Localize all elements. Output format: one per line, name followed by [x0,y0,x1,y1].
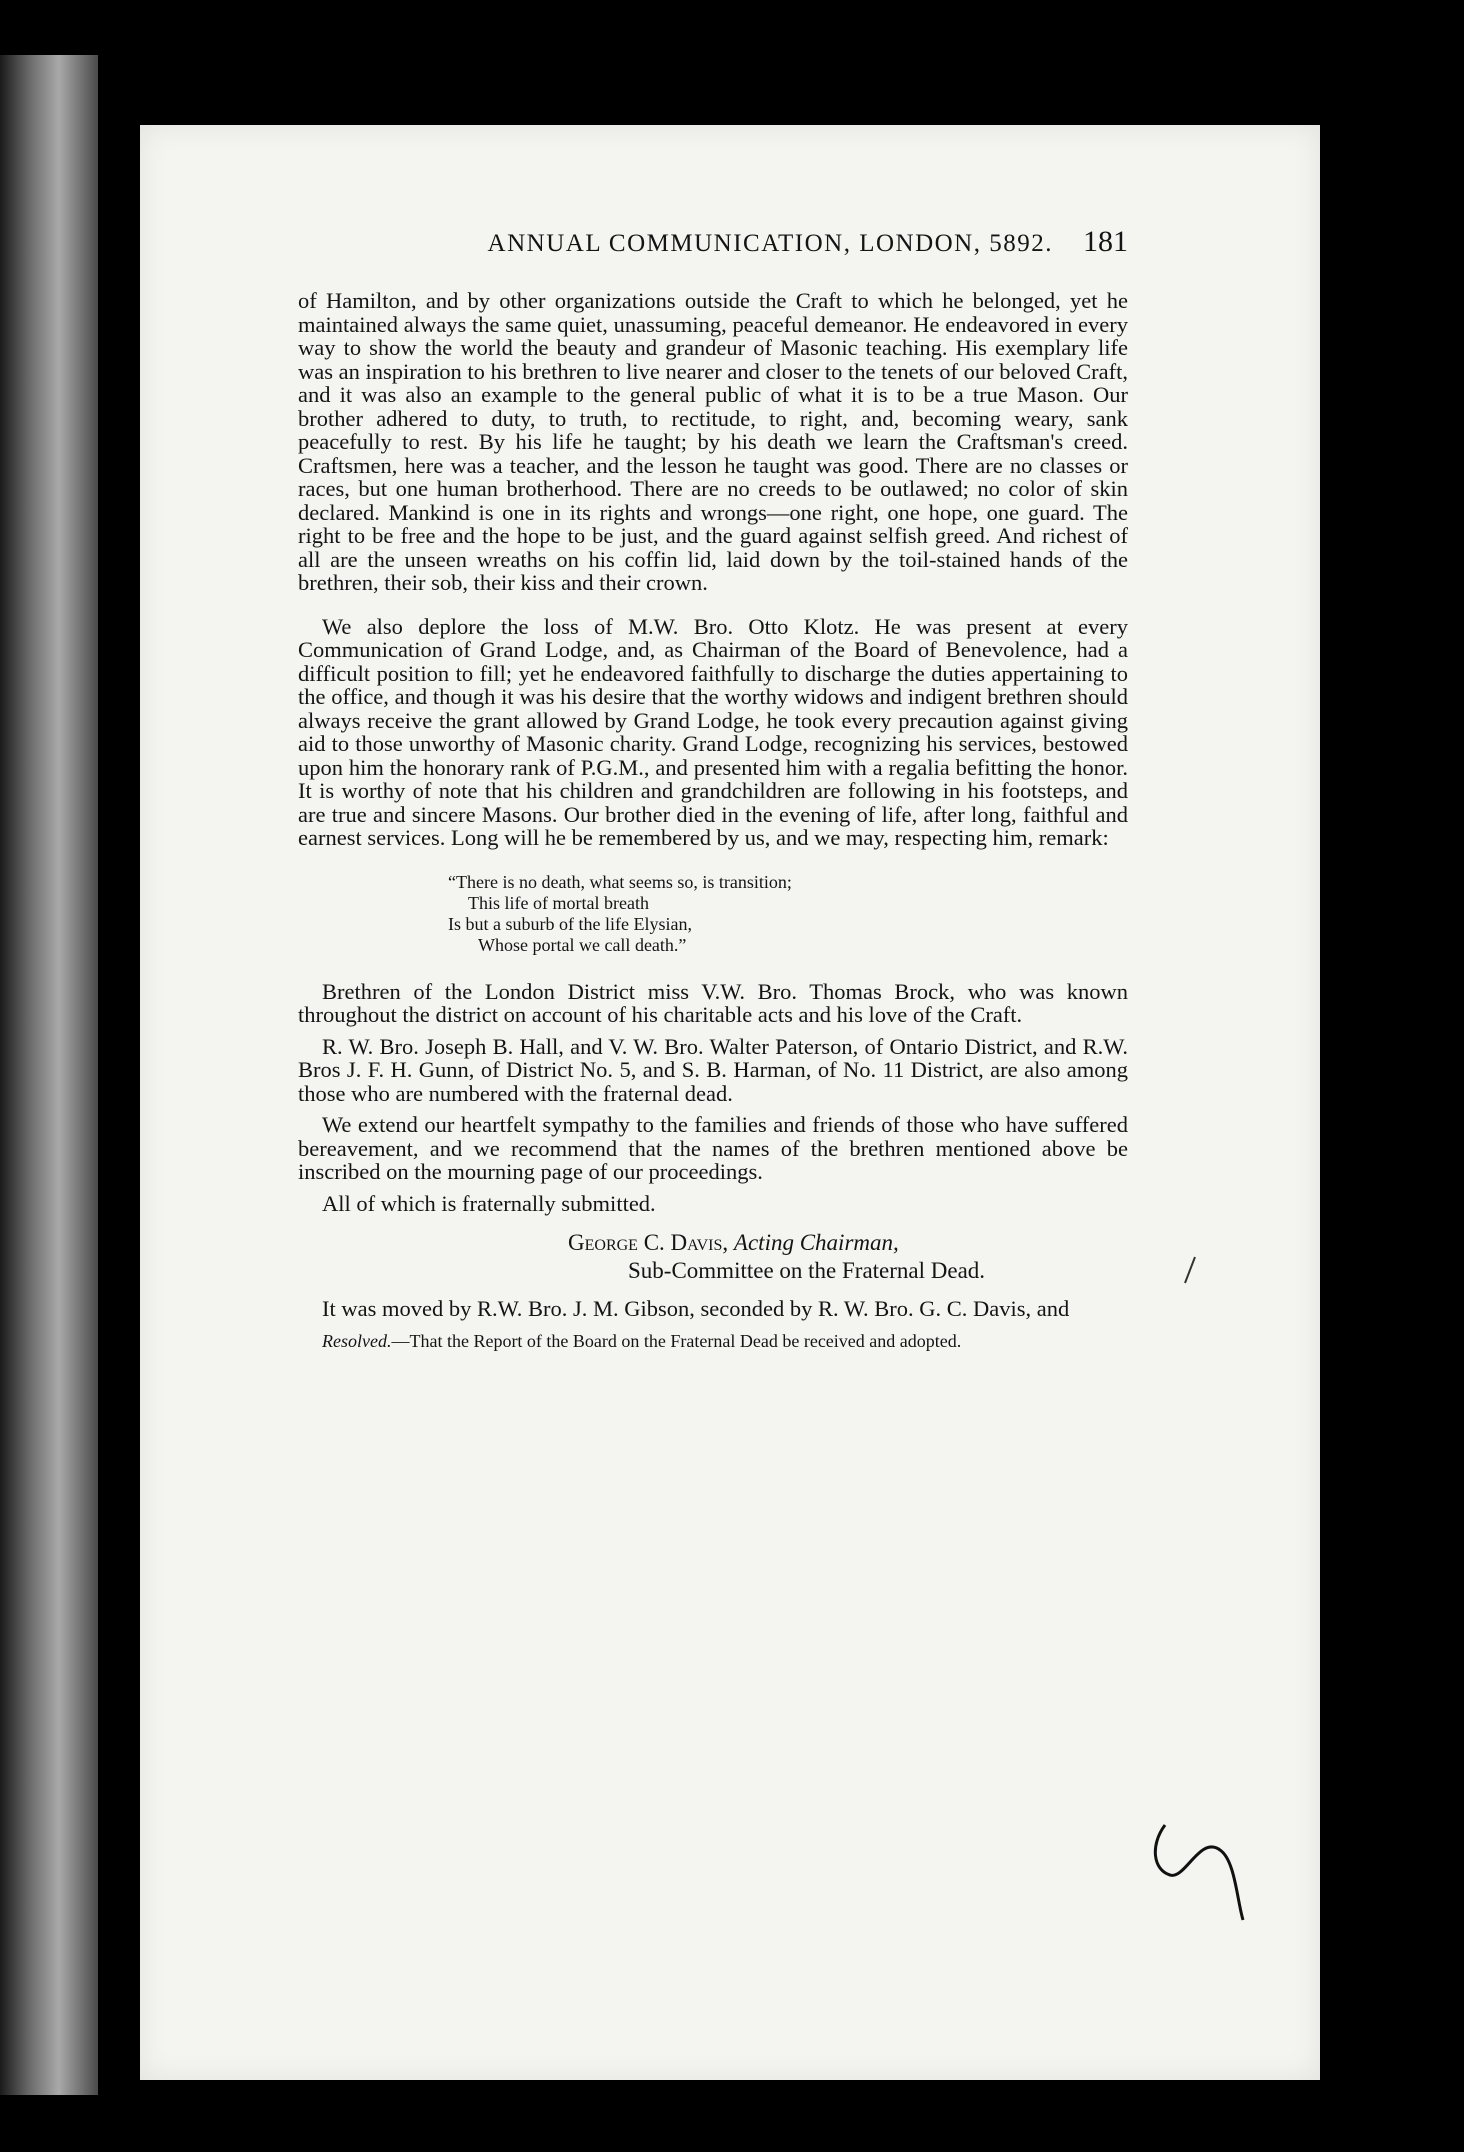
paragraph: Brethren of the London District miss V.W. Bro. Thomas Brock, who was known throughout the district on account of his charitable acts and his love of the Craft. [298,978,1128,1027]
resolution-lead: Resolved. [322,1330,392,1351]
book-page [140,125,1320,2080]
paragraph: of Hamilton, and by other organizations outside the Craft to which he belonged, yet he maintained always the same quiet, unassuming, peaceful demeanor. He endeavored in every way to show the world the beauty and grandeur of Masonic teaching. His exemplary life was an inspiration to his brethren to live nearer and closer to the tenets of our beloved Craft, and it was also an example to the general public of what it is to be a true Mason. Our brother adhered to duty, to truth, to rectitude, to right, and, becoming weary, sank peacefully to rest. By his life he taught; by his death we learn the Craftsman's creed. Craftsmen, here was a teacher, and the lesson he taught was good. There are no classes or races, but one human brotherhood. There are no creeds to be outlawed; no color of skin declared. Mankind is one in its rights and wrongs—one right, one hope, one guard. The right to be free and the hope to be just, and the guard against selfish greed. And richest of all are the unseen wreaths on his coffin lid, laid down by the toil-stained hands of the brethren, their sob, their kiss and their crown. [298,288,1128,595]
verse-line: Is but a suburb of the life Elysian, [448,913,692,934]
running-title: ANNUAL COMMUNICATION, LONDON, 5892. [487,230,1053,257]
motion-paragraph: It was moved by R.W. Bro. J. M. Gibson, seconded by R. W. Bro. G. C. Davis, and [322,1296,1070,1321]
page-text-block [298,225,1128,1369]
verse-line: This life of mortal breath [468,892,649,913]
paragraph: We also deplore the loss of M.W. Bro. Otto Klotz. He was present at every Communication of Grand Lodge, and, as Chairman of the Board of Benevolence, had a difficult position to fill; yet he endeavored faithfully to discharge the duties appertaining to the office, and though it was his desire that the worthy widows and indigent brethren should always receive the grant allowed by Grand Lodge, he took every precaution against giving aid to those unworthy of Masonic charity. Grand Lodge, recognizing his services, bestowed upon him the honorary rank of P.G.M., and presented him with a regalia befitting the honor. It is worthy of note that his children and grandchildren are following in his footsteps, and are true and sincere Masons. Our brother died in the evening of life, after long, faithful and earnest services. Long will he be remembered by us, and we may, respecting him, remark: [298,613,1128,850]
verse-line: Whose portal we call death.” [478,934,687,955]
resolution-note [298,1331,1128,1351]
pencil-slash-mark [1180,1255,1200,1285]
quoted-verse [448,872,1128,956]
paragraph: R. W. Bro. Joseph B. Hall, and V. W. Bro. Walter Paterson, of Ontario District, and R.W. Bros J. F. H. Gunn, of District No. 5, and S. B. Harman, of No. 11 District, are also among those who are numbered with the fraternal dead. [298,1033,1128,1106]
signature-line [568,1229,1128,1257]
signatory-role: Acting Chairman, [733,1230,899,1255]
adjacent-page-edge [0,55,98,2095]
verse-line: “There is no death, what seems so, is transition; [448,871,792,892]
running-header [298,225,1128,259]
handwritten-numeral-mark [1145,1815,1245,1935]
committee-name: Sub-Committee on the Fraternal Dead. [628,1258,986,1283]
signatory-name: George C. Davis, [568,1230,729,1255]
resolution-text: —That the Report of the Board on the Fraternal Dead be received and adopted. [391,1330,962,1351]
paragraph: We extend our heartfelt sympathy to the families and friends of those who have suffered bereavement, and we recommend that the names of the brethren mentioned above be inscribed on the mourning page of our proceedings. [298,1112,1128,1184]
closing-line: All of which is fraternally submitted. [322,1190,656,1216]
page-number: 181 [1083,225,1128,258]
